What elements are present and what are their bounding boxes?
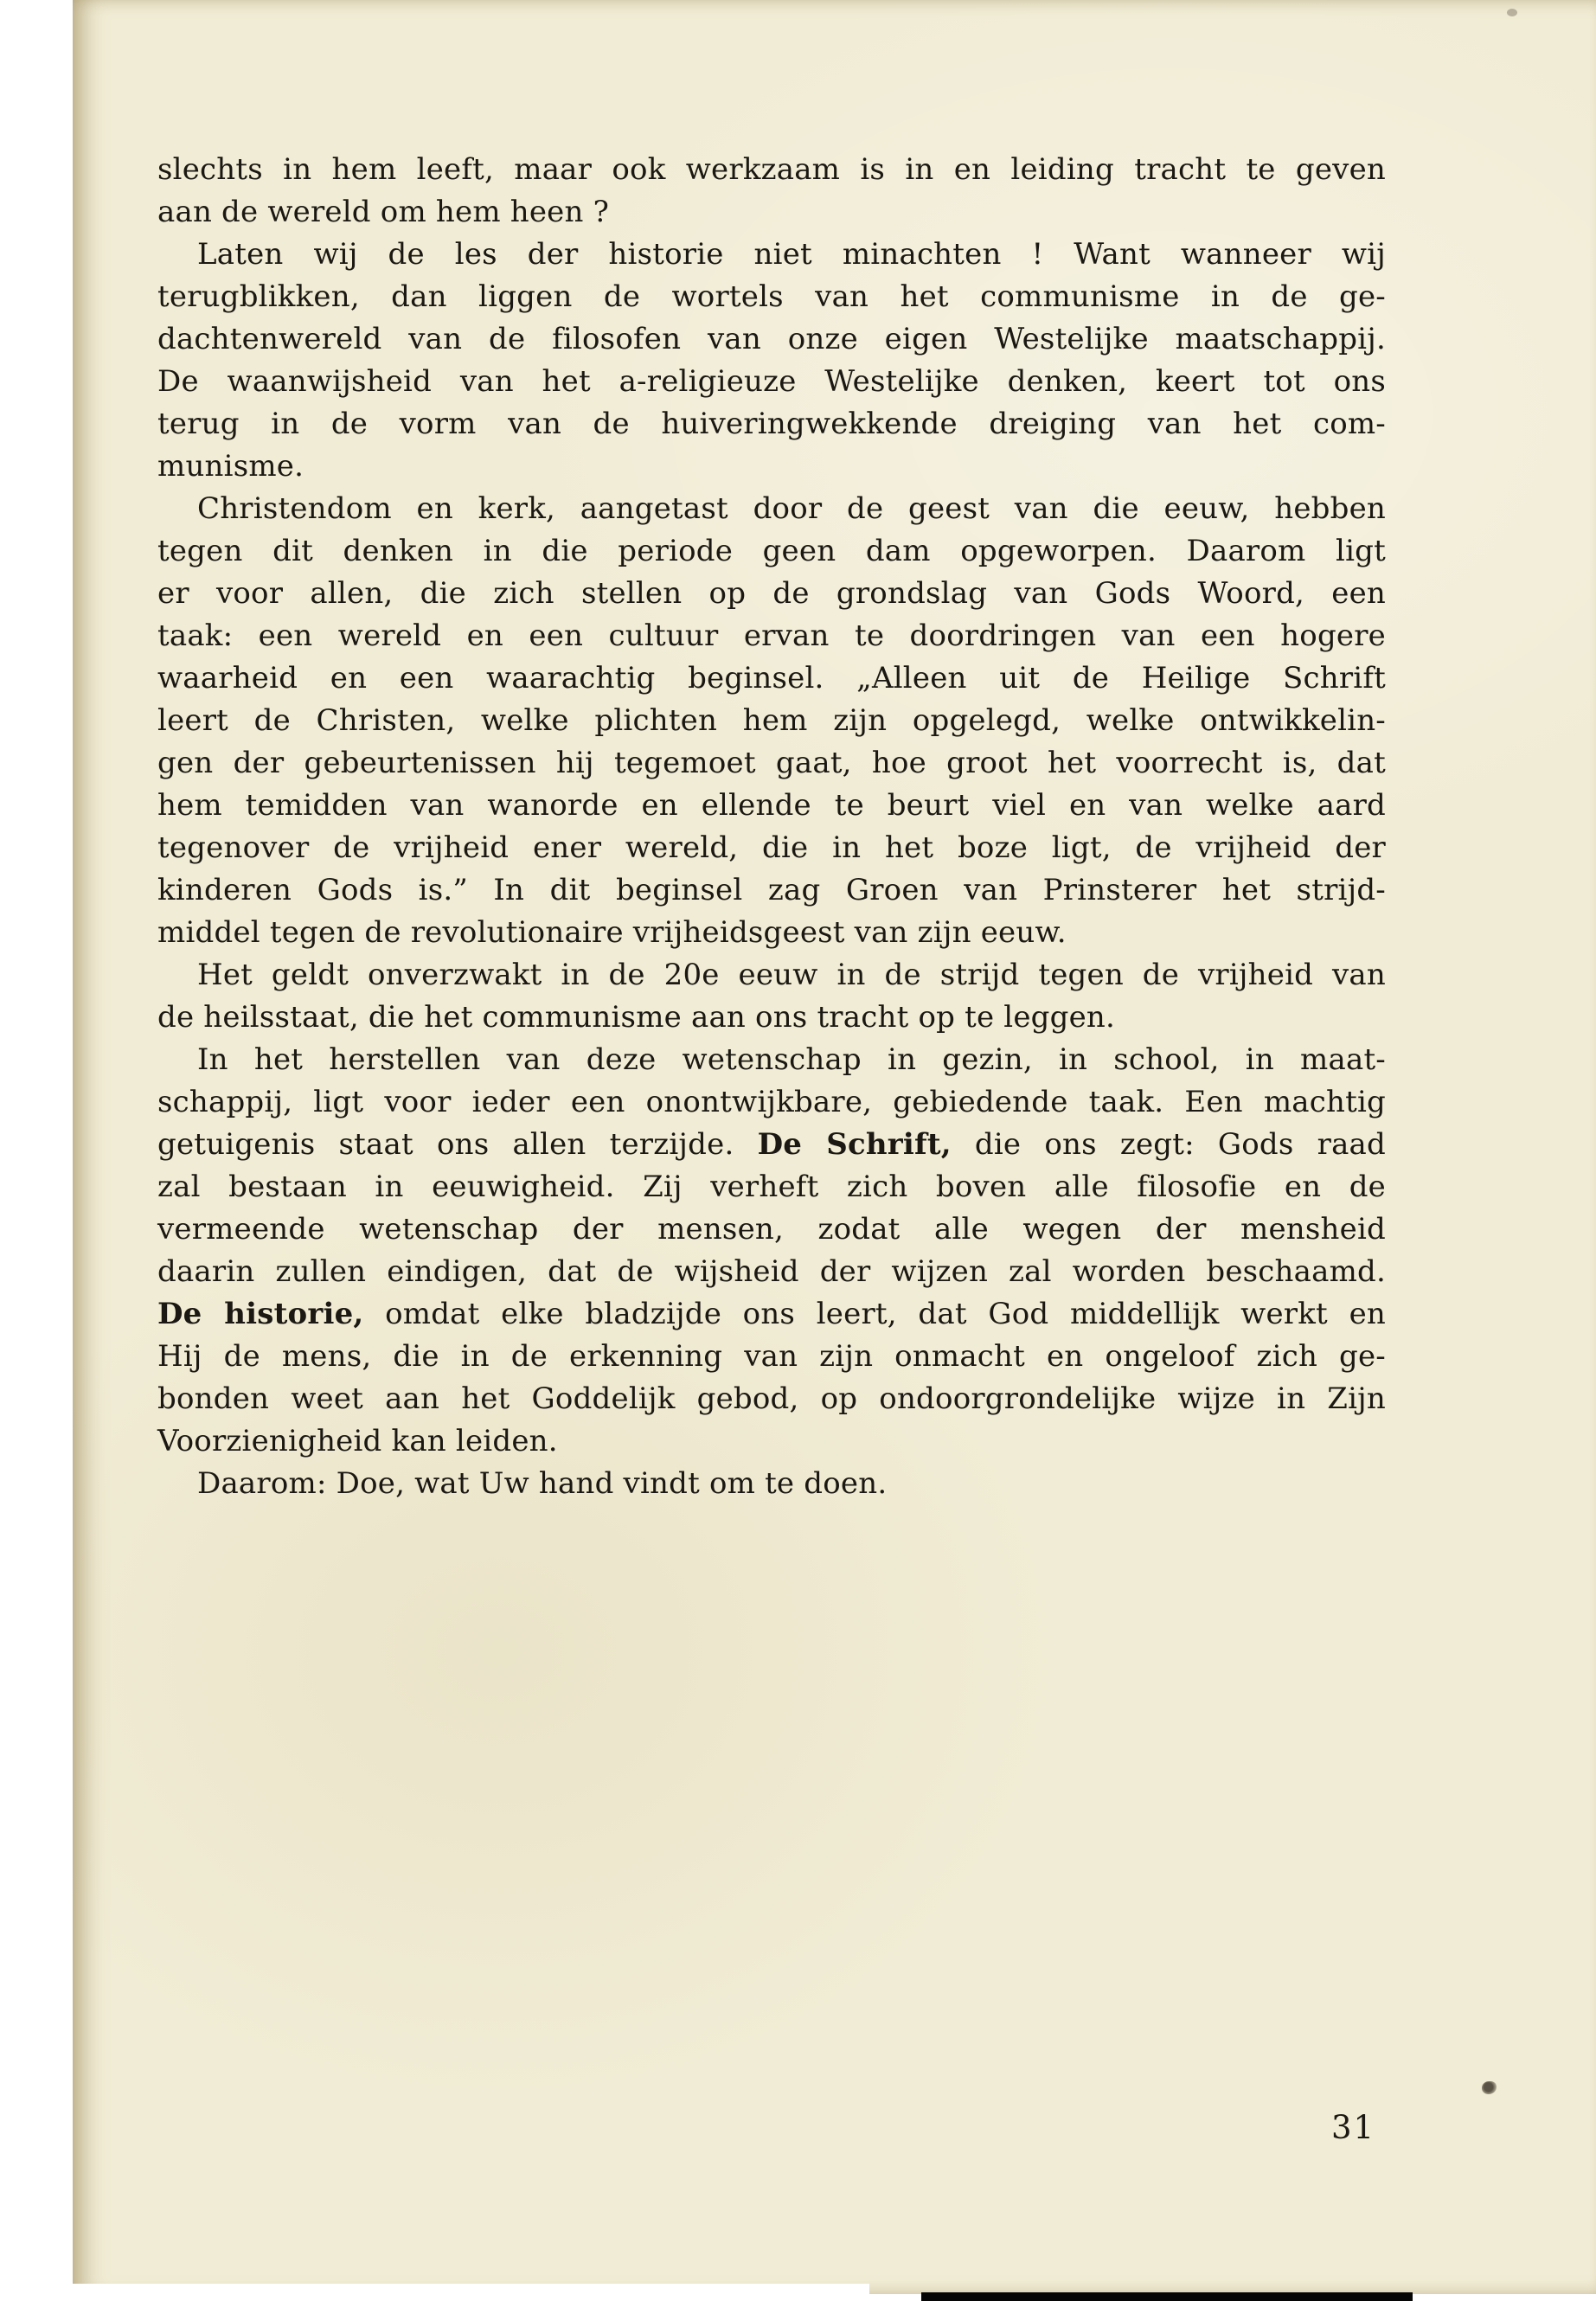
text-segment: slechts in hem leeft, maar ook werkzaam is in en leiding tracht te geven [157, 152, 1386, 187]
text-line [157, 869, 1386, 912]
bold-text-segment: De historie, [157, 1297, 364, 1331]
text-segment: schappij, ligt voor ieder een onontwijkbare, gebiedende taak. Een machtig [157, 1085, 1386, 1119]
text-segment: In het herstellen van deze wetenschap in gezin, in school, in maat- [197, 1042, 1386, 1077]
ink-speck [1482, 2081, 1497, 2094]
text-segment: aan de wereld om hem heen ? [157, 195, 610, 229]
text-segment: middel tegen de revolutionaire vrijheidsgeest van zijn eeuw. [157, 915, 1067, 950]
text-segment: gen der gebeurtenissen hij tegemoet gaat, hoe groot het voorrecht is, dat [157, 746, 1386, 780]
text-segment: daarin zullen eindigen, dat de wijsheid der wijzen zal worden beschaamd. [157, 1254, 1386, 1289]
text-line [157, 488, 1386, 530]
text-line [157, 785, 1386, 827]
text-segment: Het geldt onverzwakt in de 20e eeuw in de strijd tegen de vrijheid van [197, 958, 1386, 992]
text-line [157, 1420, 1386, 1463]
text-line [157, 1081, 1386, 1124]
text-segment: Hij de mens, die in de erkenning van zijn onmacht en ongeloof zich ge- [157, 1339, 1386, 1374]
text-segment: omdat elke bladzijde ons leert, dat God middellijk werkt en [363, 1297, 1386, 1331]
text-line [157, 318, 1386, 361]
text-segment: de heilsstaat, die het communisme aan ons tracht op te leggen. [157, 1000, 1116, 1035]
text-line [157, 912, 1386, 954]
text-line [157, 1293, 1386, 1336]
text-segment: terug in de vorm van de huiveringwekkende dreiging van het com- [157, 407, 1386, 441]
text-line [157, 1039, 1386, 1081]
text-line [157, 1251, 1386, 1293]
text-line [157, 1208, 1386, 1251]
text-segment: vermeende wetenschap der mensen, zodat alle wegen der mensheid [157, 1212, 1386, 1247]
text-line [157, 1166, 1386, 1208]
book-page [73, 0, 1596, 2294]
page-text-block [157, 149, 1386, 1505]
text-segment: Laten wij de les der historie niet minachten ! Want wanneer wij [197, 237, 1386, 272]
text-line [157, 191, 1386, 234]
text-segment: kinderen Gods is.” In dit beginsel zag Groen van Prinsterer het strijd- [157, 873, 1386, 907]
text-line [157, 149, 1386, 191]
text-line [157, 361, 1386, 403]
text-line [157, 1378, 1386, 1420]
text-line [157, 615, 1386, 657]
scan-bottom-edge [0, 2284, 869, 2301]
text-line [157, 1463, 1386, 1505]
text-segment: tegen dit denken in die periode geen dam opgeworpen. Daarom ligt [157, 534, 1386, 568]
text-segment: getuigenis staat ons allen terzijde. [157, 1127, 758, 1162]
text-segment: tegenover de vrijheid ener wereld, die in het boze ligt, de vrijheid der [157, 830, 1386, 865]
text-line [157, 403, 1386, 445]
text-line [157, 276, 1386, 318]
text-line [157, 742, 1386, 785]
text-line [157, 700, 1386, 742]
bold-text-segment: De Schrift, [757, 1127, 952, 1162]
text-segment: hem temidden van wanorde en ellende te beurt viel en van welke aard [157, 788, 1386, 823]
text-line [157, 234, 1386, 276]
text-segment: Voorzienigheid kan leiden. [157, 1424, 558, 1458]
text-segment: De waanwijsheid van het a-religieuze Westelijke denken, keert tot ons [157, 364, 1386, 399]
small-speck [1507, 9, 1517, 16]
text-line [157, 445, 1386, 488]
text-line [157, 1336, 1386, 1378]
text-segment: leert de Christen, welke plichten hem zijn opgelegd, welke ontwikkelin- [157, 703, 1386, 738]
text-line [157, 997, 1386, 1039]
text-line [157, 657, 1386, 700]
text-segment: Christendom en kerk, aangetast door de geest van die eeuw, hebben [197, 491, 1386, 526]
text-line [157, 954, 1386, 997]
text-line [157, 530, 1386, 573]
page-number: 31 [1331, 2109, 1376, 2146]
text-segment: die ons zegt: Gods raad [951, 1127, 1386, 1162]
text-segment: dachtenwereld van de filosofen van onze eigen Westelijke maatschappij. [157, 322, 1386, 356]
text-segment: munisme. [157, 449, 304, 484]
text-segment: Daarom: Doe, wat Uw hand vindt om te doen. [197, 1466, 888, 1501]
text-segment: bonden weet aan het Goddelijk gebod, op ondoorgrondelijke wijze in Zijn [157, 1381, 1386, 1416]
text-segment: terugblikken, dan liggen de wortels van het communisme in de ge- [157, 279, 1386, 314]
text-segment: zal bestaan in eeuwigheid. Zij verheft zich boven alle filosofie en de [157, 1170, 1386, 1204]
text-segment: er voor allen, die zich stellen op de grondslag van Gods Woord, een [157, 576, 1386, 611]
scanner-black-bar [921, 2292, 1413, 2301]
text-line [157, 573, 1386, 615]
text-segment: taak: een wereld en een cultuur ervan te doordringen van een hogere [157, 619, 1386, 653]
text-segment: waarheid en een waarachtig beginsel. „Alleen uit de Heilige Schrift [157, 661, 1386, 695]
text-line [157, 1124, 1386, 1166]
text-line [157, 827, 1386, 869]
